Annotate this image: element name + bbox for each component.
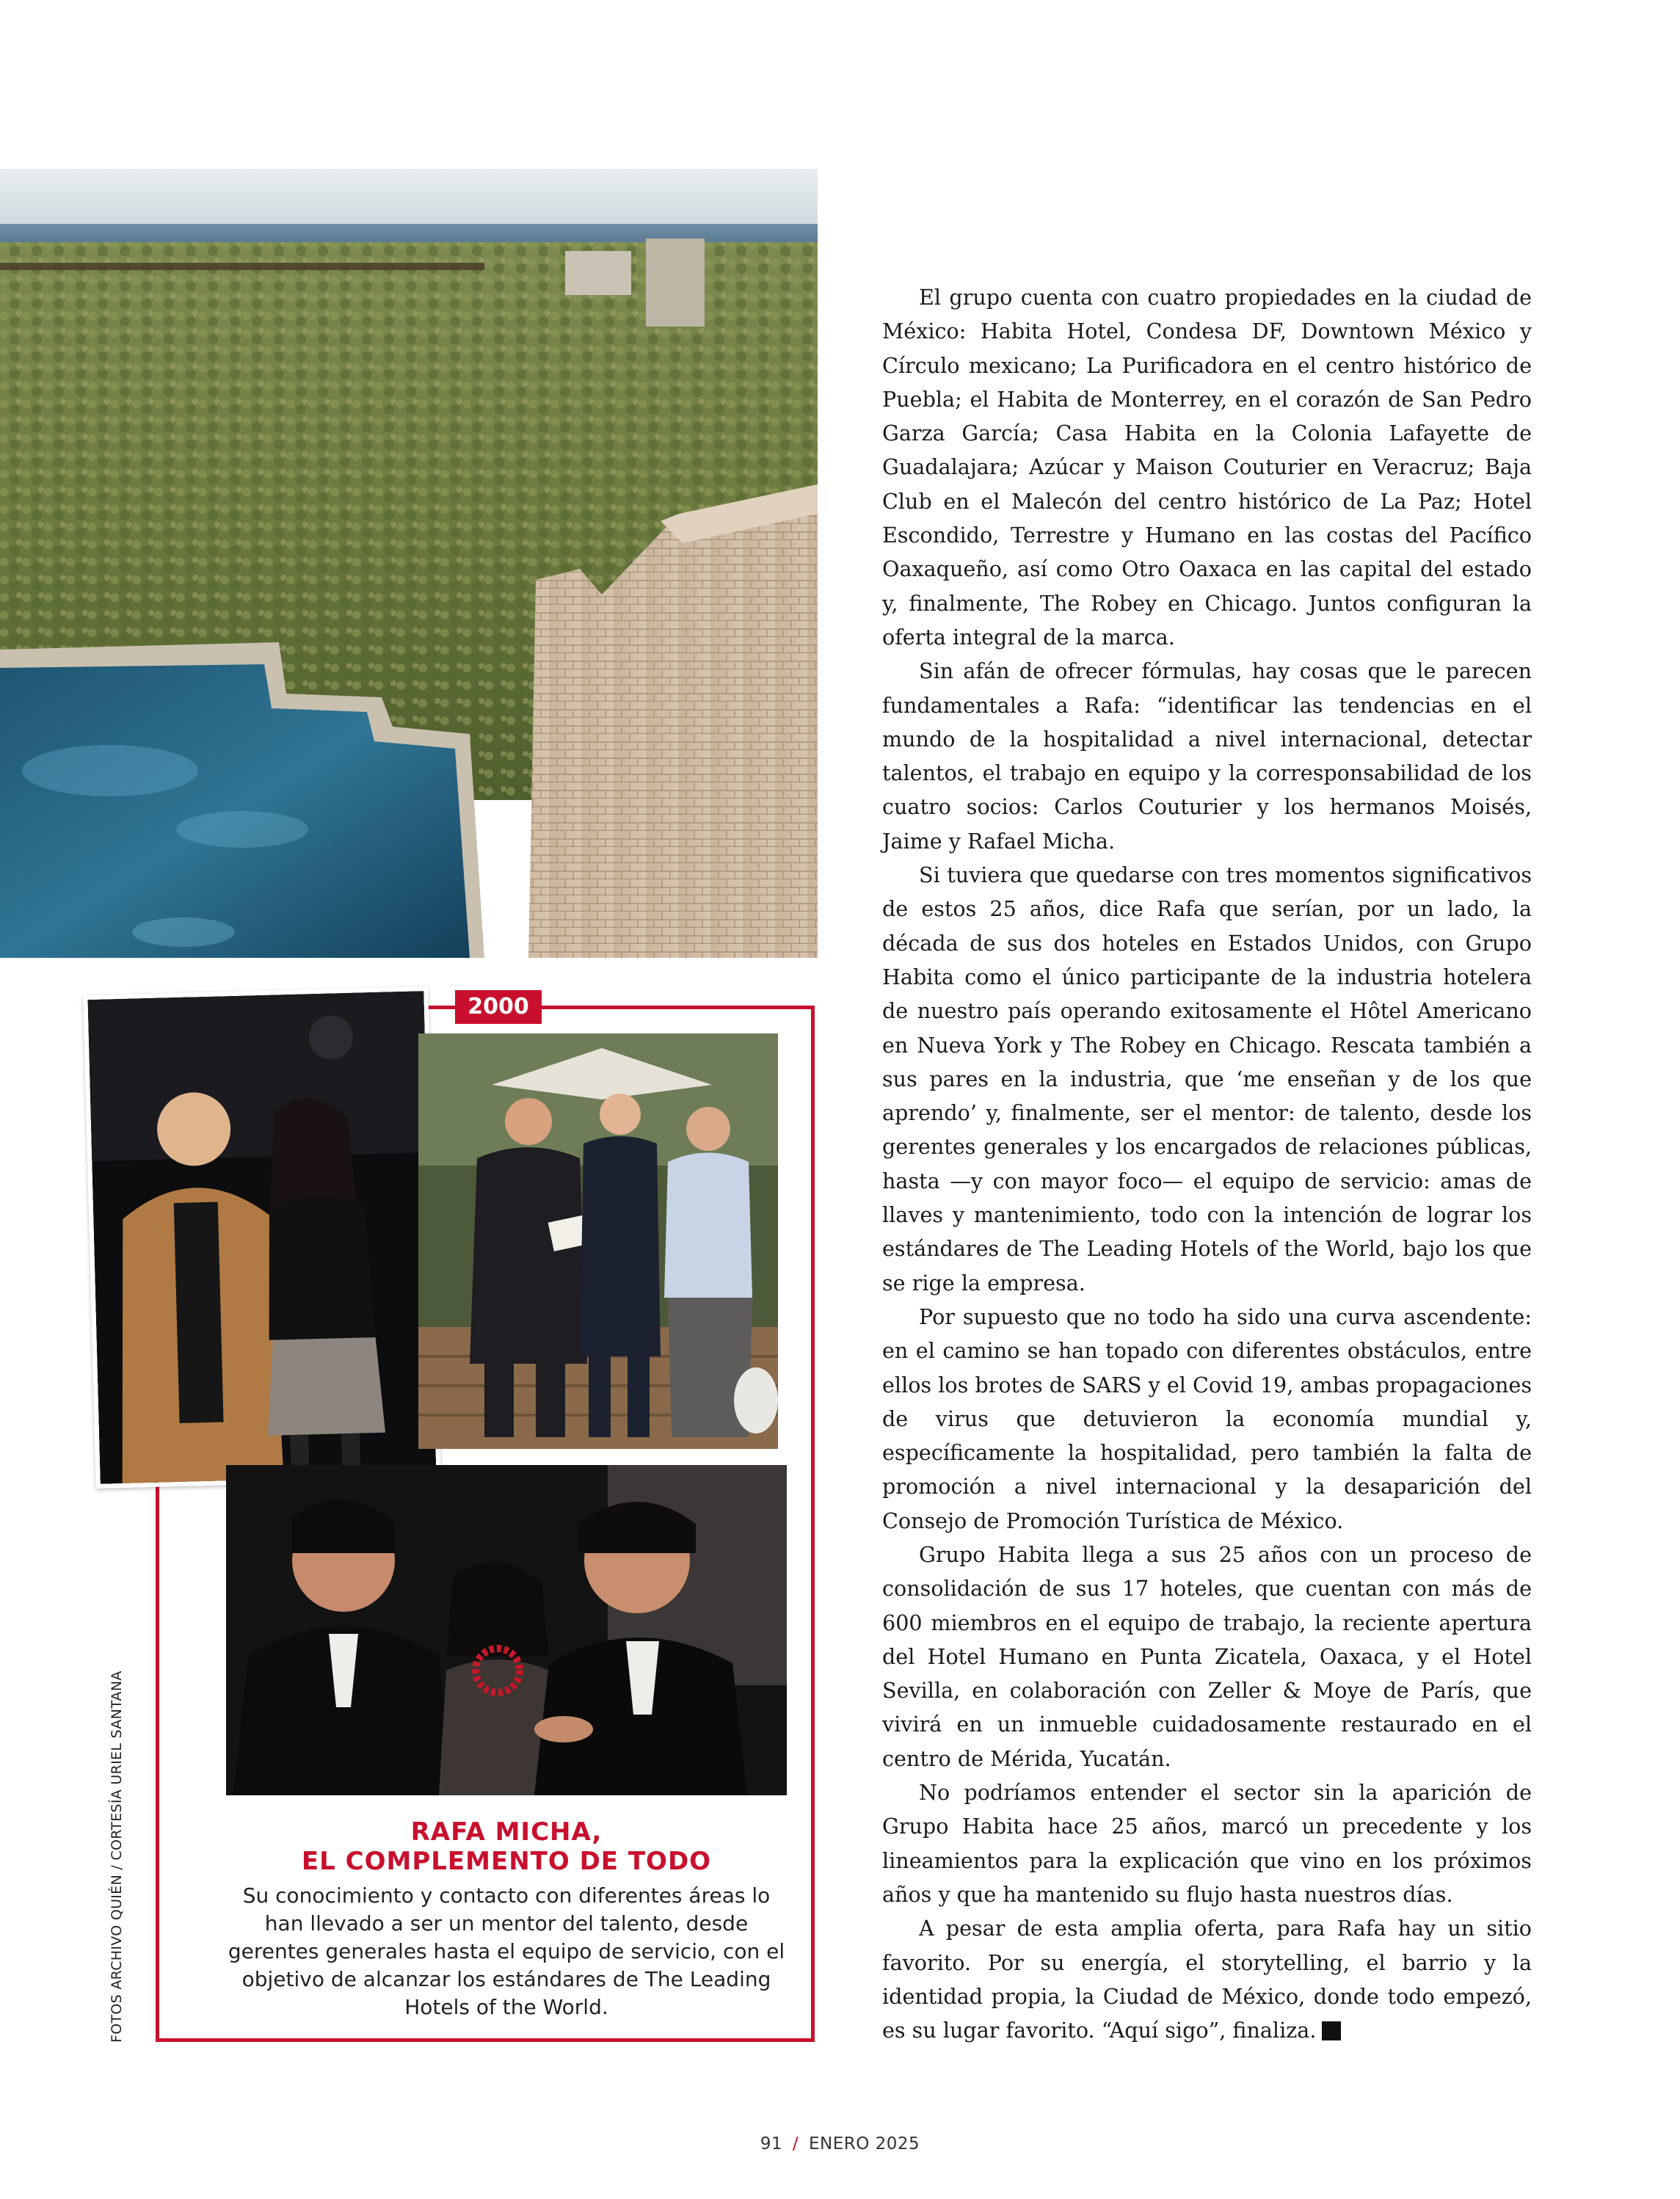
folio-separator: / <box>792 2134 799 2153</box>
article-paragraph: Grupo Habita llega a sus 25 años con un proceso de consolidación de sus 17 hoteles, que cuentan con más de 600 miembros en el equipo de trabajo, la reciente apertura del Hotel Humano en Punta Zicatela, Oaxaca, y el Hotel Sevilla, en colaboración con Zeller & Moye de París, que vivirá en un inmueble cuidadosamente restaurado en el centro de Mérida, Yucatán. <box>882 1541 1532 1771</box>
article-paragraph-text: A pesar de esta amplia oferta, para Rafa hay un sitio favorito. Por su energía, el storytelling, el barrio y la identidad propia, la Ciudad de México, donde todo empezó, es su lugar favorito. “Aquí sigo”, finaliza. <box>882 1916 1532 2043</box>
hero-photo-hotel-pool <box>0 169 818 958</box>
photo-credit: FOTOS ARCHIVO QUIÉN / CORTESÍA URIEL SANTANA <box>109 1671 125 2043</box>
sidebar-title <box>220 1817 793 1876</box>
issue-date: ENERO 2025 <box>808 2134 920 2153</box>
page-folio <box>0 2134 1680 2153</box>
sidebar-caption <box>220 1817 793 2021</box>
article-paragraph: Si tuviera que quedarse con tres momentos significativos de estos 25 años, dice Rafa que serían, por un lado, la década de sus dos hoteles en Estados Unidos, con Grupo Habita como el único participante de la industria hotelera de nuestro país operando exitosamente el Hôtel Americano en Nueva York y The Robey en Chicago. Rescata también a sus pares en la industria, que ‘me enseñan y de los que aprendo’ y, finalmente, ser el mentor: de talento, desde los gerentes generales y los encargados de relaciones públicas, hasta —y con mayor foco— el equipo de servicio: amas de llaves y mantenimiento, todo con la intención de lograr los estándares de The Leading Hotels of the World, bajo los que se rige la empresa. <box>882 862 1532 1295</box>
photo-couple-event <box>83 986 440 1489</box>
sidebar-title-line2: EL COMPLEMENTO DE TODO <box>301 1847 712 1876</box>
article-body <box>882 280 1532 2047</box>
end-mark-icon: Q <box>1322 2021 1341 2040</box>
article-paragraph: No podríamos entender el sector sin la aparición de Grupo Habita hace 25 años, marcó un precedente y los lineamientos para la explicación que vino en los próximos años y que ha mantenido su flujo hasta nuestros días. <box>882 1780 1532 1907</box>
photo-speech-terrace <box>418 1033 778 1449</box>
article-paragraph: Sin afán de ofrecer fórmulas, hay cosas que le parecen fundamentales a Rafa: “identificar las tendencias en el mundo de la hospitalidad a nivel internacional, detectar talentos, el trabajo en equipo y la corresponsabilidad de los cuatro socios: Carlos Couturier y los hermanos Moisés, Jaime y Rafael Micha. <box>882 658 1532 854</box>
article-paragraph: El grupo cuenta con cuatro propiedades en la ciudad de México: Habita Hotel, Condesa DF, Downtown México y Círculo mexicano; La Purificadora en el centro histórico de Puebla; el Habita de Monterrey, en el corazón de San Pedro Garza García; Casa Habita en la Colonia Lafayette de Guadalajara; Azúcar y Maison Couturier en Veracruz; Baja Club en el Malecón del centro histórico de La Paz; Hotel Escondido, Terrestre y Humano en las costas del Pacífico Oaxaqueño, así como Otro Oaxaca en las capital del estado y, finalmente, The Robey en Chicago. Juntos configuran la oferta integral de la marca. <box>882 285 1532 650</box>
article-paragraph-last <box>882 1911 1532 2047</box>
page-number: 91 <box>760 2134 783 2153</box>
year-badge: 2000 <box>455 990 542 1024</box>
sidebar-title-line1: RAFA MICHA, <box>410 1817 603 1847</box>
sidebar-caption-text: Su conocimiento y contacto con diferentes áreas lo han llevado a ser un mentor del talento, desde gerentes generales hasta el equipo de servicio, con el objetivo de alcanzar los estándares de The Leading Hotels of the World. <box>228 1883 785 2019</box>
article-paragraph: Por supuesto que no todo ha sido una curva ascendente: en el camino se han topado con diferentes obstáculos, entre ellos los brotes de SARS y el Covid 19, ambas propagaciones de virus que detuvieron la economía mundial y, específicamente la hospitalidad, pero también la falta de promoción a nivel internacional y la desaparición del Consejo de Promoción Turística de México. <box>882 1304 1532 1533</box>
photo-party-conversation <box>226 1465 787 1795</box>
